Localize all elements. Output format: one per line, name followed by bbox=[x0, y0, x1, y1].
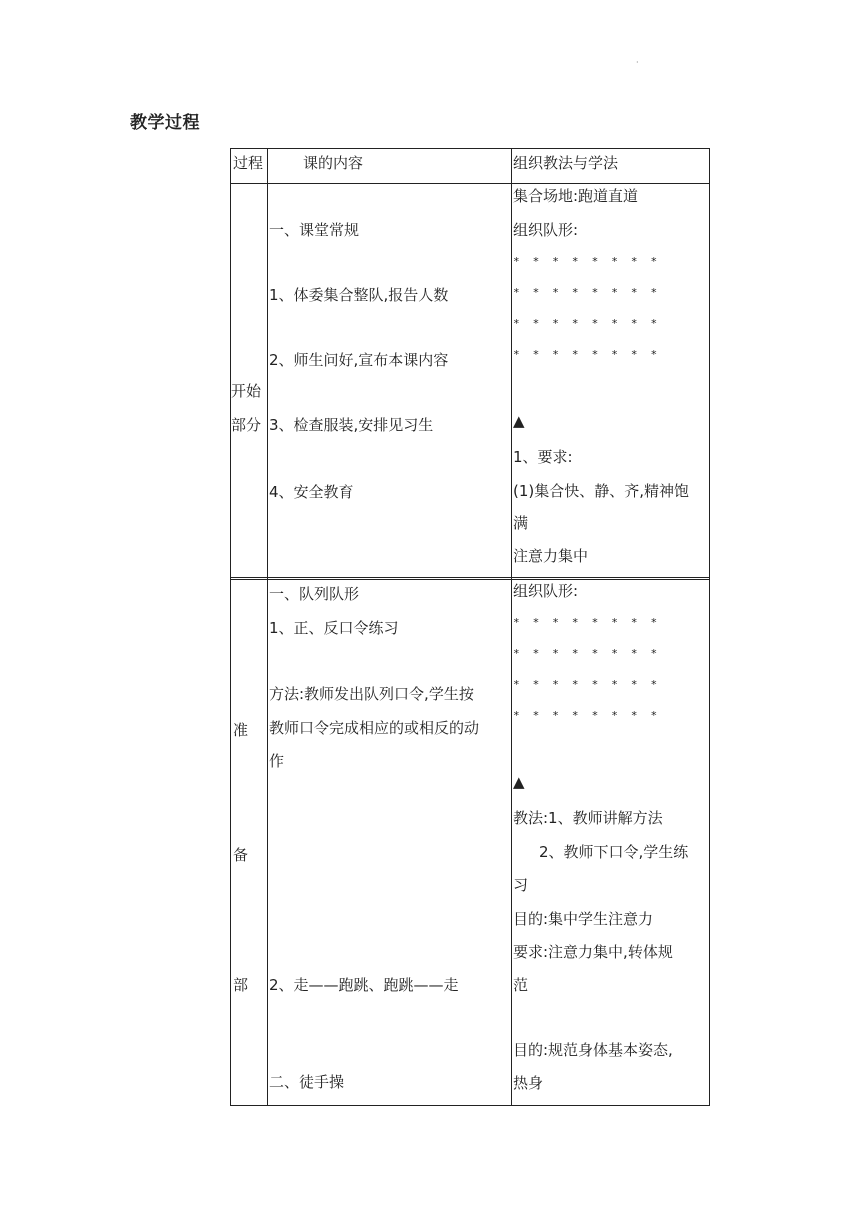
header-divider bbox=[231, 183, 709, 184]
header-method: 组织教法与学法 bbox=[513, 154, 619, 172]
section2-process-char: 部 bbox=[233, 976, 249, 994]
section1-req-title: 1、要求: bbox=[513, 448, 573, 466]
section1-req-line: 满 bbox=[513, 514, 529, 532]
formation-star-row: * * * * * * * * bbox=[513, 616, 661, 629]
page-mark: · bbox=[636, 58, 639, 67]
section1-process-line2: 部分 bbox=[231, 416, 262, 434]
section2-purpose-line: 目的:集中学生注意力 bbox=[513, 910, 654, 928]
section2-teach-line: 2、教师下口令,学生练 bbox=[539, 843, 689, 861]
section-divider bbox=[231, 577, 709, 580]
section1-req-line: (1)集合快、静、齐,精神饱 bbox=[513, 482, 690, 500]
section2-formation-label: 组织队形: bbox=[513, 582, 579, 600]
section2-content-item: 二、徒手操 bbox=[269, 1073, 345, 1091]
lesson-table bbox=[230, 148, 710, 1106]
formation-star-row: * * * * * * * * bbox=[513, 709, 661, 722]
header-process: 过程 bbox=[233, 154, 264, 172]
section1-process-line1: 开始 bbox=[231, 382, 262, 400]
section2-content-item: 一、队列队形 bbox=[269, 585, 360, 603]
section2-purpose-line: 热身 bbox=[513, 1074, 544, 1092]
header-content: 课的内容 bbox=[303, 154, 364, 172]
section2-method-line: 作 bbox=[269, 752, 285, 770]
formation-star-row: * * * * * * * * bbox=[513, 647, 661, 660]
section2-content-item: 1、正、反口令练习 bbox=[269, 619, 399, 637]
section1-content-item: 2、师生问好,宣布本课内容 bbox=[269, 351, 449, 369]
section2-teach-line: 教法:1、教师讲解方法 bbox=[513, 809, 663, 827]
section2-require-line: 范 bbox=[513, 976, 529, 994]
formation-star-row: * * * * * * * * bbox=[513, 317, 661, 330]
section2-content-item: 2、走——跑跳、跑跳——走 bbox=[269, 976, 459, 994]
section2-process-char: 准 bbox=[233, 721, 249, 739]
section2-purpose-line: 目的:规范身体基本姿态, bbox=[513, 1041, 673, 1059]
formation-star-row: * * * * * * * * bbox=[513, 286, 661, 299]
section2-require-line: 要求:注意力集中,转体规 bbox=[513, 943, 673, 961]
teacher-triangle-icon: ▲ bbox=[513, 412, 525, 430]
formation-star-row: * * * * * * * * bbox=[513, 255, 661, 268]
section1-content-item: 一、课堂常规 bbox=[269, 221, 360, 239]
page-title: 教学过程 bbox=[130, 113, 200, 133]
section1-content-item: 4、安全教育 bbox=[269, 483, 354, 501]
section2-method-line: 教师口令完成相应的或相反的动 bbox=[269, 719, 480, 737]
section2-method-line: 方法:教师发出队列口令,学生按 bbox=[269, 685, 474, 703]
teacher-triangle-icon: ▲ bbox=[513, 773, 525, 791]
section1-formation-label: 组织队形: bbox=[513, 221, 579, 239]
section1-content-item: 1、体委集合整队,报告人数 bbox=[269, 286, 449, 304]
column-divider bbox=[267, 149, 268, 1105]
section1-content-item: 3、检查服装,安排见习生 bbox=[269, 416, 434, 434]
section2-teach-line: 习 bbox=[513, 876, 529, 894]
section2-process-char: 备 bbox=[233, 846, 249, 864]
section1-req-line: 注意力集中 bbox=[513, 547, 589, 565]
column-divider bbox=[511, 149, 512, 1105]
section1-venue: 集合场地:跑道直道 bbox=[513, 187, 639, 205]
formation-star-row: * * * * * * * * bbox=[513, 348, 661, 361]
formation-star-row: * * * * * * * * bbox=[513, 678, 661, 691]
